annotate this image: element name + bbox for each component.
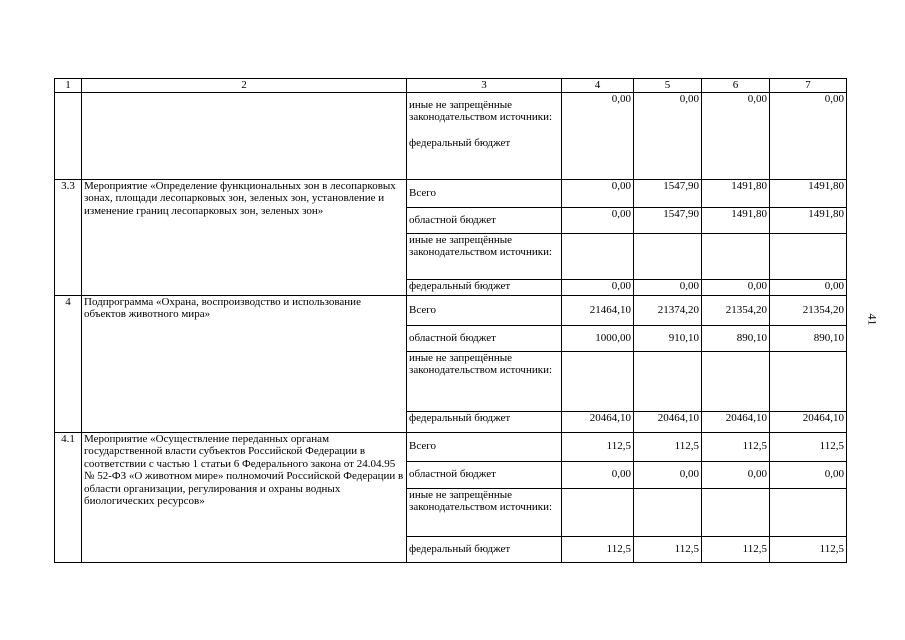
table-row bbox=[55, 92, 847, 179]
value-cell: 1547,90 bbox=[634, 179, 702, 207]
value-cell bbox=[770, 488, 847, 536]
source-label: федеральный бюджет bbox=[407, 411, 562, 432]
row-number-cell: 4.1 bbox=[55, 432, 82, 562]
value-cell bbox=[702, 351, 770, 411]
value-cell: 0,00 bbox=[770, 92, 847, 179]
value-cell: 112,5 bbox=[634, 432, 702, 461]
value-cell: 0,00 bbox=[770, 279, 847, 295]
page-number: 41 bbox=[865, 313, 880, 326]
table-row bbox=[55, 179, 847, 207]
value-cell: 112,5 bbox=[562, 432, 634, 461]
source-label: иные не запрещённые законодательством источники: bbox=[407, 351, 562, 411]
value-cell: 1000,00 bbox=[562, 325, 634, 351]
row-title-cell bbox=[82, 92, 407, 179]
value-cell: 21354,20 bbox=[702, 295, 770, 325]
source-label: областной бюджет bbox=[407, 461, 562, 488]
value-cell bbox=[770, 351, 847, 411]
column-header: 7 bbox=[770, 79, 847, 93]
column-header: 6 bbox=[702, 79, 770, 93]
value-cell: 1491,80 bbox=[702, 207, 770, 233]
value-cell: 112,5 bbox=[770, 432, 847, 461]
row-number-cell: 4 bbox=[55, 295, 82, 432]
source-label: областной бюджет bbox=[407, 207, 562, 233]
column-header: 4 bbox=[562, 79, 634, 93]
value-cell: 0,00 bbox=[634, 461, 702, 488]
value-cell: 0,00 bbox=[702, 279, 770, 295]
source-label: иные не запрещённые законодательством источники: bbox=[409, 98, 553, 123]
value-cell bbox=[562, 351, 634, 411]
column-header: 2 bbox=[82, 79, 407, 93]
source-label: иные не запрещённые законодательством источники: bbox=[407, 233, 562, 279]
budget-table bbox=[54, 78, 847, 563]
row-title-cell: Мероприятие «Осуществление переданных органам государственной власти субъектов Российской Федерации в соответствии с частью 1 статьи 6 Федерального закона от 24.04.95 № 52-ФЗ «О животном мире» полномочий Российской Федерации в области организации, регулирования и охраны водных биологических ресурсов» bbox=[82, 432, 407, 562]
source-cell bbox=[407, 92, 562, 179]
value-cell bbox=[702, 233, 770, 279]
row-title-cell: Мероприятие «Определение функциональных зон в лесопарковых зонах, площади лесопарковых зон, зеленых зон, установление и изменение границ лесопарковых зон, зеленых зон» bbox=[82, 179, 407, 295]
value-cell: 1491,80 bbox=[702, 179, 770, 207]
value-cell: 21374,20 bbox=[634, 295, 702, 325]
value-cell bbox=[770, 233, 847, 279]
value-cell: 890,10 bbox=[702, 325, 770, 351]
value-cell: 112,5 bbox=[770, 536, 847, 562]
value-cell: 20464,10 bbox=[702, 411, 770, 432]
value-cell bbox=[634, 488, 702, 536]
value-cell: 20464,10 bbox=[770, 411, 847, 432]
value-cell: 1491,80 bbox=[770, 179, 847, 207]
value-cell: 0,00 bbox=[770, 461, 847, 488]
value-cell: 20464,10 bbox=[562, 411, 634, 432]
value-cell: 0,00 bbox=[562, 179, 634, 207]
source-label: иные не запрещённые законодательством источники: bbox=[407, 488, 562, 536]
value-cell: 1547,90 bbox=[634, 207, 702, 233]
value-cell: 20464,10 bbox=[634, 411, 702, 432]
row-number-cell: 3.3 bbox=[55, 179, 82, 295]
value-cell: 1491,80 bbox=[770, 207, 847, 233]
column-header: 1 bbox=[55, 79, 82, 93]
source-label: Всего bbox=[407, 295, 562, 325]
value-cell: 112,5 bbox=[562, 536, 634, 562]
row-number-cell bbox=[55, 92, 82, 179]
value-cell: 112,5 bbox=[634, 536, 702, 562]
source-label: Всего bbox=[407, 432, 562, 461]
source-label: федеральный бюджет bbox=[407, 536, 562, 562]
value-cell: 890,10 bbox=[770, 325, 847, 351]
value-cell: 0,00 bbox=[634, 92, 702, 179]
value-cell: 0,00 bbox=[562, 207, 634, 233]
value-cell bbox=[634, 233, 702, 279]
value-cell: 112,5 bbox=[702, 536, 770, 562]
source-label: федеральный бюджет bbox=[409, 136, 511, 149]
value-cell bbox=[562, 488, 634, 536]
column-header: 3 bbox=[407, 79, 562, 93]
value-cell bbox=[634, 351, 702, 411]
source-label: федеральный бюджет bbox=[407, 279, 562, 295]
column-number-row bbox=[55, 79, 847, 93]
value-cell: 21464,10 bbox=[562, 295, 634, 325]
table-row bbox=[55, 432, 847, 461]
row-title-cell: Подпрограмма «Охрана, воспроизводство и использование объектов животного мира» bbox=[82, 295, 407, 432]
value-cell: 0,00 bbox=[562, 279, 634, 295]
value-cell: 0,00 bbox=[562, 92, 634, 179]
value-cell: 0,00 bbox=[562, 461, 634, 488]
value-cell bbox=[562, 233, 634, 279]
value-cell: 0,00 bbox=[702, 461, 770, 488]
value-cell bbox=[702, 488, 770, 536]
value-cell: 910,10 bbox=[634, 325, 702, 351]
column-header: 5 bbox=[634, 79, 702, 93]
source-label: Всего bbox=[407, 179, 562, 207]
source-label: областной бюджет bbox=[407, 325, 562, 351]
value-cell: 21354,20 bbox=[770, 295, 847, 325]
table-row bbox=[55, 295, 847, 325]
value-cell: 112,5 bbox=[702, 432, 770, 461]
value-cell: 0,00 bbox=[634, 279, 702, 295]
value-cell: 0,00 bbox=[702, 92, 770, 179]
